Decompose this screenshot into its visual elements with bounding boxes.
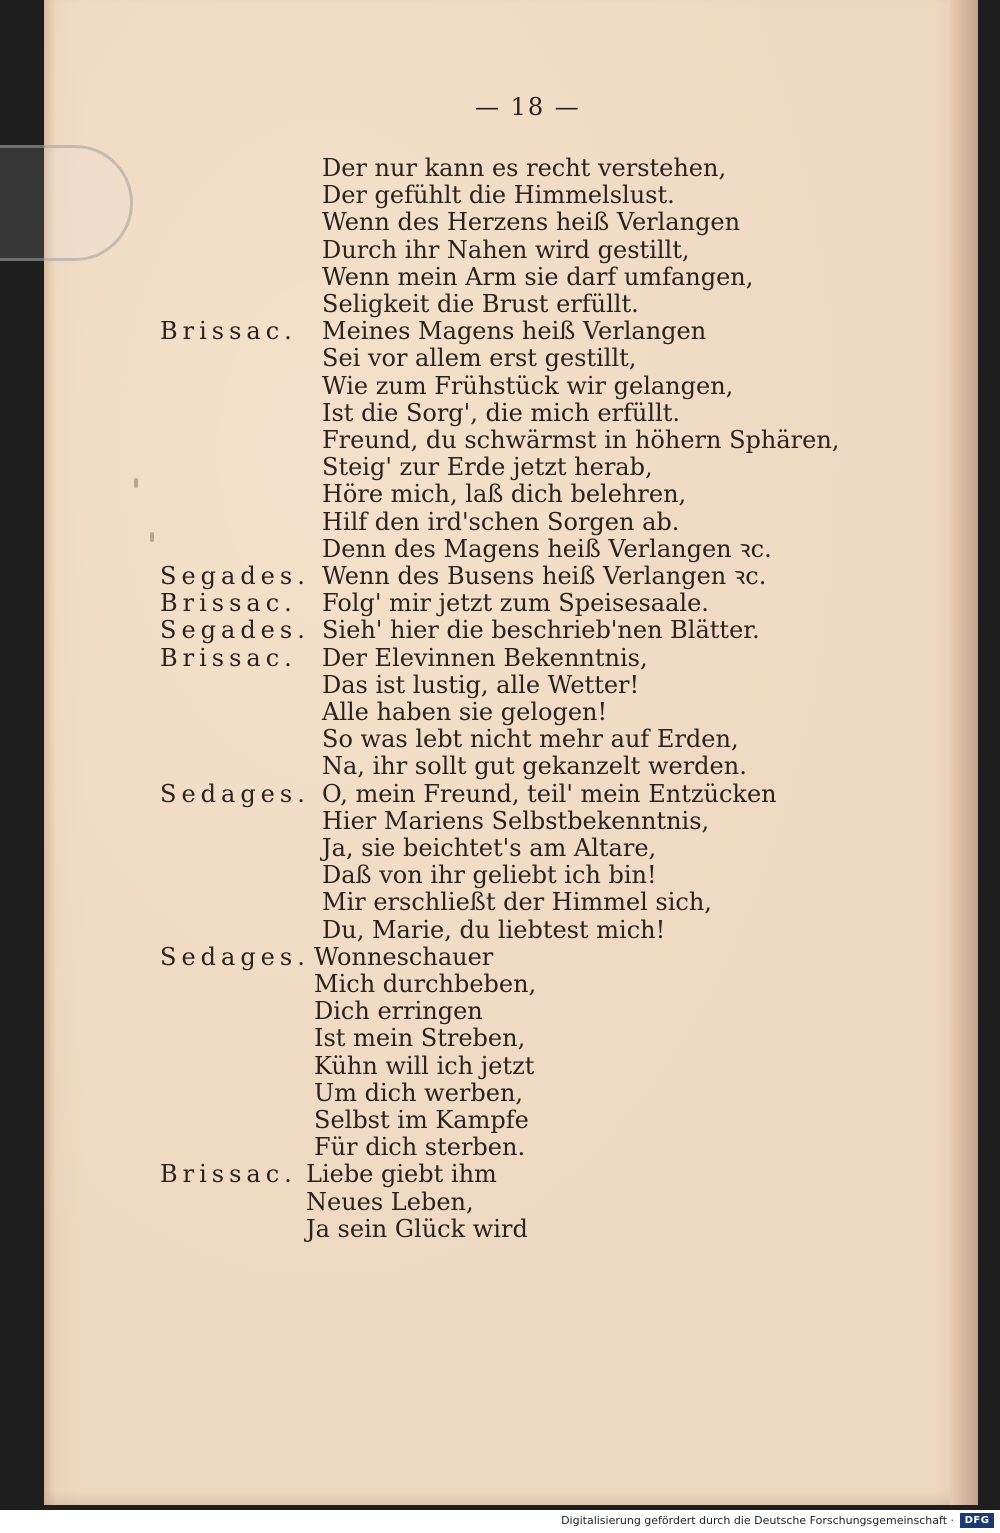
speaker-name: Brissac. — [160, 644, 297, 672]
verse-line: Freund, du schwärmst in höhern Sphären, — [322, 426, 840, 454]
verse-line: Alle haben sie gelogen! — [322, 698, 608, 726]
verse-line: Mich durchbeben, — [314, 970, 537, 998]
speaker-name: Segades. — [160, 562, 310, 590]
verse-line: Höre mich, laß dich belehren, — [322, 480, 687, 508]
verse-line: Daß von ihr geliebt ich bin! — [322, 861, 657, 889]
verse-line: Wenn des Herzens heiß Verlangen — [322, 208, 741, 236]
page-number: — 18 — — [475, 93, 581, 121]
speaker-name: Brissac. — [160, 317, 297, 345]
verse-line: Ja sein Glück wird — [306, 1215, 528, 1243]
verse-line: Das ist lustig, alle Wetter! — [322, 671, 640, 699]
verse-line: Folg' mir jetzt zum Speisesaale. — [322, 589, 709, 617]
speaker-name: Segades. — [160, 616, 310, 644]
verse-line: Durch ihr Nahen wird gestillt, — [322, 236, 690, 264]
verse-line: Neues Leben, — [306, 1188, 474, 1216]
page-edge — [950, 0, 978, 1505]
verse-line: Für dich sterben. — [314, 1133, 526, 1161]
verse-line: O, mein Freund, teil' mein Entzücken — [322, 780, 777, 808]
speaker-name: Sedages. — [160, 780, 310, 808]
speaker-name: Brissac. — [160, 589, 297, 617]
verse-line: Um dich werben, — [314, 1079, 524, 1107]
verse-line: Na, ihr sollt gut gekanzelt werden. — [322, 752, 747, 780]
verse-line: Kühn will ich jetzt — [314, 1052, 535, 1080]
paper-speck — [150, 532, 154, 542]
verse-line: Der gefühlt die Himmelslust. — [322, 181, 675, 209]
verse-line: Ist mein Streben, — [314, 1024, 526, 1052]
verse-line: Ja, sie beichtet's am Altare, — [322, 834, 657, 862]
verse-line: Selbst im Kampfe — [314, 1106, 529, 1134]
verse-line: Steig' zur Erde jetzt herab, — [322, 453, 653, 481]
verse-line: Wie zum Frühstück wir gelangen, — [322, 372, 734, 400]
verse-line: Wonneschauer — [314, 943, 494, 971]
speaker-name: Sedages. — [160, 943, 310, 971]
verse-line: Sei vor allem erst gestillt, — [322, 344, 637, 372]
verse-line: Sieh' hier die beschrieb'nen Blätter. — [322, 616, 760, 644]
verse-line: Denn des Magens heiß Verlangen ꝛc. — [322, 535, 772, 563]
verse-line: Seligkeit die Brust erfüllt. — [322, 290, 639, 318]
verse-line: Der Elevinnen Bekenntnis, — [322, 644, 648, 672]
verse-line: So was lebt nicht mehr auf Erden, — [322, 725, 739, 753]
verse-line: Meines Magens heiß Verlangen — [322, 317, 707, 345]
speaker-name: Brissac. — [160, 1160, 297, 1188]
verse-line: Dich erringen — [314, 997, 483, 1025]
verse-line: Hilf den ird'schen Sorgen ab. — [322, 508, 680, 536]
verse-line: Der nur kann es recht verstehen, — [322, 154, 727, 182]
verse-line: Mir erschließt der Himmel sich, — [322, 888, 712, 916]
verse-line: Wenn des Busens heiß Verlangen ꝛc. — [322, 562, 767, 590]
verse-line: Liebe giebt ihm — [306, 1160, 497, 1188]
paper-speck — [134, 478, 138, 488]
verse-line: Ist die Sorg', die mich erfüllt. — [322, 399, 680, 427]
verse-line: Du, Marie, du liebtest mich! — [322, 916, 666, 944]
dfg-logo: DFG — [960, 1513, 994, 1528]
verse-line: Wenn mein Arm sie darf umfangen, — [322, 263, 754, 291]
verse-line: Hier Mariens Selbstbekenntnis, — [322, 807, 710, 835]
page-clip — [0, 145, 133, 261]
digitization-credit: Digitalisierung gefördert durch die Deutsche Forschungsgemeinschaft · — [561, 1514, 954, 1527]
